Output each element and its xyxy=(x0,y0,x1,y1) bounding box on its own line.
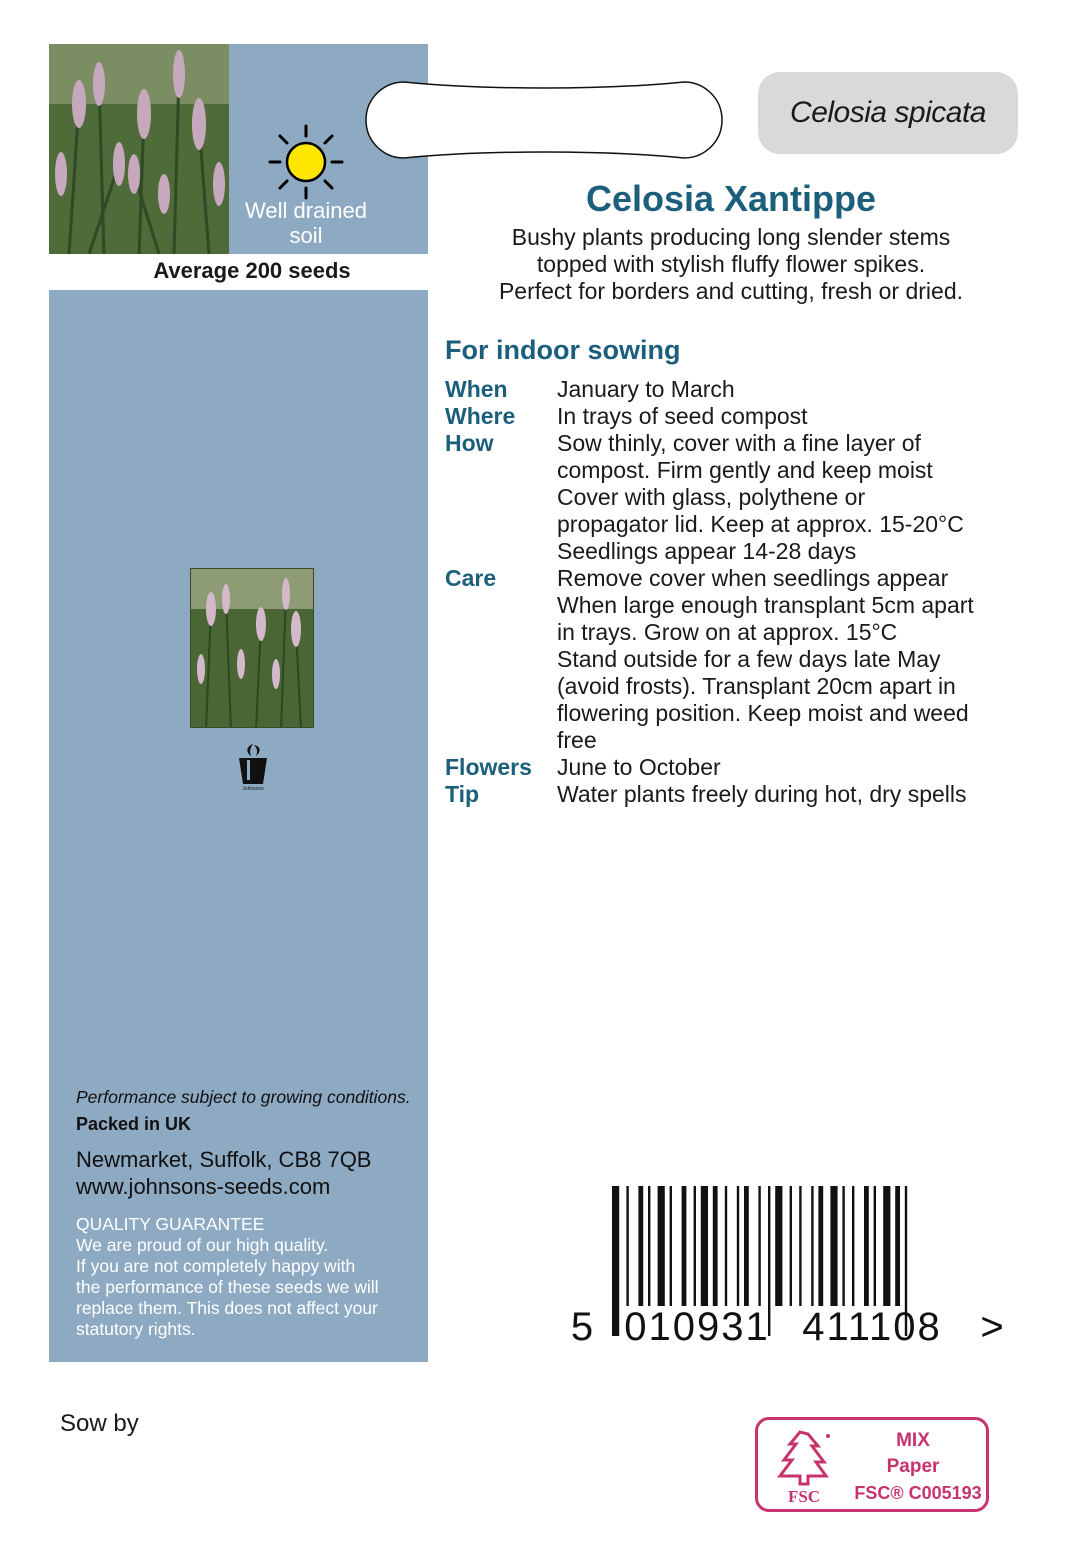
sowing-heading: For indoor sowing xyxy=(445,335,681,365)
barcode-bar xyxy=(744,1186,749,1306)
barcode-bar xyxy=(818,1186,823,1306)
sowing-label: Tip xyxy=(445,781,480,807)
barcode-bar xyxy=(775,1186,782,1306)
fsc-mix-label: MIX xyxy=(896,1430,930,1451)
website-link[interactable]: www.johnsons-seeds.com xyxy=(76,1174,331,1199)
packed-in: Packed in UK xyxy=(76,1114,192,1134)
barcode-bar xyxy=(612,1186,619,1336)
barcode-bar xyxy=(758,1186,760,1306)
barcode-bar xyxy=(737,1186,739,1306)
sow-by-label: Sow by xyxy=(60,1410,139,1437)
guarantee-line: If you are not completely happy with xyxy=(76,1256,356,1276)
barcode-bar xyxy=(883,1186,890,1306)
product-description xyxy=(430,224,1032,305)
guarantee-line: statutory rights. xyxy=(76,1319,196,1339)
condition-line-1: Well drained xyxy=(245,198,367,223)
fsc-certification xyxy=(755,1417,989,1512)
barcode-group-right: 411108 xyxy=(802,1305,942,1346)
sowing-value: June to October xyxy=(557,754,721,780)
barcode-bar xyxy=(713,1186,718,1306)
fsc-paper-label: Paper xyxy=(886,1456,940,1477)
barcode-bar xyxy=(725,1186,727,1306)
barcode-bar xyxy=(811,1186,813,1306)
latin-name-badge: Celosia spicata xyxy=(758,72,1018,154)
barcode xyxy=(572,1186,1012,1346)
quality-guarantee xyxy=(76,1214,426,1340)
address-line: Newmarket, Suffolk, CB8 7QB xyxy=(76,1147,372,1172)
description-line: Bushy plants producing long slender stems xyxy=(511,224,951,250)
description-line: topped with stylish fluffy flower spikes. xyxy=(536,251,926,277)
barcode-bar xyxy=(648,1186,650,1306)
barcode-group-left: 010931 xyxy=(624,1305,770,1346)
sowing-value: January to March xyxy=(557,376,735,402)
sowing-value: Remove cover when seedlings appear When large enough transplant 5cm apart in trays. Grow on at approx. 15°C Stand outside for a few days late May (avoid frosts). Transplant 20cm apart in flowering position. Keep moist and weed free xyxy=(557,565,974,753)
side-panel xyxy=(49,290,428,1362)
brand-logo-text: Johnsons xyxy=(242,786,264,792)
sowing-label: When xyxy=(445,376,508,402)
barcode-bar xyxy=(670,1186,672,1306)
sowing-label: Flowers xyxy=(445,754,532,780)
barcode-bar xyxy=(830,1186,837,1306)
celosia-photo xyxy=(49,44,229,254)
sun-icon xyxy=(268,124,344,200)
sowing-instructions xyxy=(445,376,1035,808)
sowing-label: How xyxy=(445,430,494,456)
barcode-bar xyxy=(874,1186,876,1306)
description-line: Perfect for borders and cutting, fresh or dried. xyxy=(498,278,964,304)
seed-count: Average 200 seeds xyxy=(153,258,351,283)
barcode-bar xyxy=(682,1186,687,1306)
barcode-bar xyxy=(895,1186,900,1306)
growing-conditions-label xyxy=(229,198,383,248)
sowing-value: Water plants freely during hot, dry spells xyxy=(557,781,967,807)
condition-line-2: soil xyxy=(289,223,323,248)
sowing-row-tip xyxy=(445,781,1035,808)
barcode-bar xyxy=(799,1186,801,1306)
barcode-bar xyxy=(626,1186,628,1306)
barcode-bar xyxy=(790,1186,792,1306)
sowing-label: Care xyxy=(445,565,497,591)
barcode-bar xyxy=(701,1186,708,1306)
barcode-bar xyxy=(852,1186,854,1306)
sowing-row-flowers xyxy=(445,754,1035,781)
sowing-row-where xyxy=(445,403,1035,430)
product-title: Celosia Xantippe xyxy=(585,178,877,219)
barcode-end-mark: > xyxy=(980,1305,1004,1346)
guarantee-line: We are proud of our high quality. xyxy=(76,1235,329,1255)
guarantee-title: QUALITY GUARANTEE xyxy=(76,1214,265,1234)
fsc-license-code: FSC® C005193 xyxy=(854,1483,982,1503)
blank-label-area xyxy=(364,80,724,160)
sowing-label: Where xyxy=(445,403,516,429)
sowing-value: In trays of seed compost xyxy=(557,403,808,429)
barcode-bar xyxy=(694,1186,696,1306)
fsc-tree-logo xyxy=(768,1426,842,1506)
performance-note: Performance subject to growing conditions. xyxy=(76,1087,411,1107)
barcode-bar xyxy=(842,1186,844,1306)
sowing-row-care xyxy=(445,565,1035,754)
johnsons-logo xyxy=(233,742,273,792)
guarantee-line: the performance of these seeds we will xyxy=(76,1277,379,1297)
guarantee-line: replace them. This does not affect your xyxy=(76,1298,378,1318)
celosia-thumbnail xyxy=(190,568,314,728)
sowing-value: Sow thinly, cover with a fine layer of compost. Firm gently and keep moist Cover with glass, polythene or propagator lid. Keep at approx. 15-20°C Seedlings appear 14-28 days xyxy=(557,430,964,564)
barcode-lead-digit: 5 xyxy=(572,1305,594,1346)
sowing-row-how xyxy=(445,430,1035,565)
fsc-logo-text: FSC xyxy=(787,1487,821,1506)
company-address xyxy=(76,1146,372,1200)
barcode-bar xyxy=(658,1186,665,1306)
barcode-bar xyxy=(864,1186,869,1306)
barcode-bar xyxy=(638,1186,643,1306)
sowing-row-when xyxy=(445,376,1035,403)
